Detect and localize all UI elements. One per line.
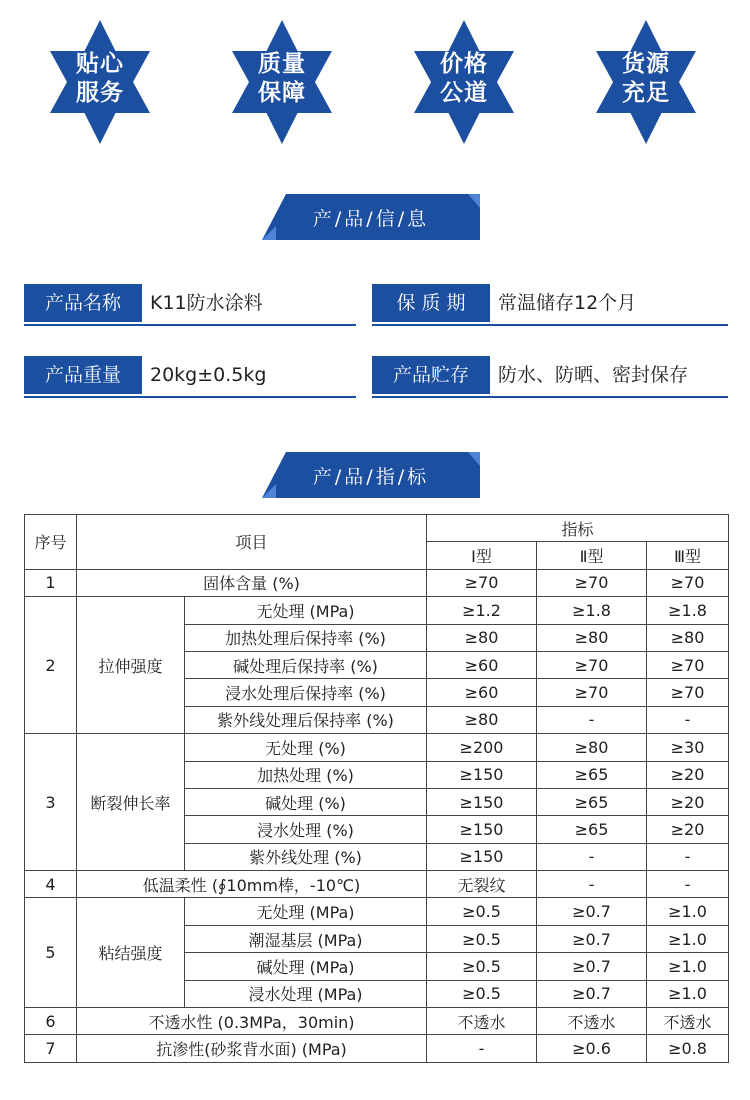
table-row	[25, 1035, 729, 1062]
header-type-1: Ⅰ型	[427, 542, 537, 569]
cell-subitem: 浸水处理后保持率 (%)	[185, 679, 427, 706]
cell-value: ≥0.7	[537, 925, 647, 952]
cell-value: ≥1.8	[647, 597, 729, 624]
cell-value: ≥60	[427, 651, 537, 678]
cell-value: -	[427, 1035, 537, 1062]
info-underline	[24, 396, 356, 398]
cell-item: 固体含量 (%)	[77, 569, 427, 596]
cell-value: ≥1.0	[647, 953, 729, 980]
cell-value: ≥150	[427, 816, 537, 843]
cell-value: -	[537, 843, 647, 870]
cell-value: ≥70	[647, 679, 729, 706]
badge-price	[404, 18, 524, 146]
header-no: 序号	[25, 515, 77, 570]
table-row	[25, 734, 729, 761]
header-item: 项目	[77, 515, 427, 570]
cell-value: -	[537, 706, 647, 733]
cell-value: ≥60	[427, 679, 537, 706]
cell-item: 抗渗性(砂浆背水面) (MPa)	[77, 1035, 427, 1062]
cell-no: 2	[25, 597, 77, 734]
cell-value: ≥65	[537, 816, 647, 843]
info-label: 产品重量	[24, 356, 142, 394]
cell-no: 7	[25, 1035, 77, 1062]
cell-item: 不透水性 (0.3MPa，30min)	[77, 1008, 427, 1035]
cell-value: 不透水	[427, 1008, 537, 1035]
cell-value: ≥70	[647, 569, 729, 596]
cell-value: ≥65	[537, 761, 647, 788]
cell-value: ≥1.2	[427, 597, 537, 624]
info-name	[24, 284, 356, 326]
cell-value: ≥80	[427, 624, 537, 651]
info-shelf-life	[372, 284, 728, 326]
cell-value: ≥0.6	[537, 1035, 647, 1062]
cell-value: ≥80	[537, 734, 647, 761]
header-index: 指标	[427, 515, 729, 542]
info-label: 产品贮存	[372, 356, 490, 394]
cell-subitem: 浸水处理 (MPa)	[185, 980, 427, 1007]
info-underline	[372, 396, 728, 398]
spec-table	[24, 514, 729, 1063]
info-value: 20kg±0.5kg	[150, 364, 267, 386]
info-label: 产品名称	[24, 284, 142, 322]
badge-text: 货源 充足	[622, 51, 670, 106]
cell-value: ≥0.7	[537, 980, 647, 1007]
badge-supply	[586, 18, 706, 146]
cell-subitem: 紫外线处理 (%)	[185, 843, 427, 870]
cell-value: ≥70	[537, 679, 647, 706]
cell-value: ≥0.7	[537, 898, 647, 925]
cell-value: ≥1.0	[647, 898, 729, 925]
cell-value: -	[647, 843, 729, 870]
cell-subitem: 加热处理后保持率 (%)	[185, 624, 427, 651]
cell-no: 4	[25, 871, 77, 898]
cell-value: ≥1.0	[647, 925, 729, 952]
info-label: 保 质 期	[372, 284, 490, 322]
cell-value: ≥70	[427, 569, 537, 596]
cell-value: ≥0.5	[427, 953, 537, 980]
table-row	[25, 871, 729, 898]
cell-subitem: 潮湿基层 (MPa)	[185, 925, 427, 952]
cell-value: ≥20	[647, 761, 729, 788]
info-value: 防水、防晒、密封保存	[498, 364, 689, 386]
badge-text: 质量 保障	[258, 51, 306, 106]
cell-subitem: 无处理 (%)	[185, 734, 427, 761]
cell-subitem: 碱处理 (MPa)	[185, 953, 427, 980]
cell-value: ≥0.5	[427, 980, 537, 1007]
header-type-2: Ⅱ型	[537, 542, 647, 569]
table-header-row	[25, 515, 729, 542]
cell-no: 1	[25, 569, 77, 596]
cell-no: 5	[25, 898, 77, 1008]
cell-subitem: 碱处理 (%)	[185, 788, 427, 815]
cell-item: 拉伸强度	[77, 597, 185, 734]
info-value: K11防水涂料	[150, 292, 263, 314]
cell-value: ≥80	[427, 706, 537, 733]
badge-service	[40, 18, 160, 146]
cell-no: 3	[25, 734, 77, 871]
cell-value: ≥0.8	[647, 1035, 729, 1062]
cell-value: ≥70	[537, 651, 647, 678]
cell-item: 断裂伸长率	[77, 734, 185, 871]
cell-value: ≥200	[427, 734, 537, 761]
cell-value: ≥80	[537, 624, 647, 651]
cell-value: -	[647, 706, 729, 733]
badge-text: 贴心 服务	[76, 51, 124, 106]
table-row	[25, 597, 729, 624]
cell-value: ≥1.0	[647, 980, 729, 1007]
cell-value: ≥80	[647, 624, 729, 651]
info-underline	[24, 324, 356, 326]
cell-value: ≥150	[427, 843, 537, 870]
cell-value: ≥30	[647, 734, 729, 761]
section-title-text: 产/品/信/息	[312, 208, 430, 230]
badge-quality	[222, 18, 342, 146]
cell-value: 不透水	[537, 1008, 647, 1035]
cell-value: ≥70	[537, 569, 647, 596]
badge-text: 价格 公道	[440, 51, 488, 106]
cell-value: ≥0.5	[427, 898, 537, 925]
info-value: 常温储存12个月	[498, 292, 637, 314]
info-weight	[24, 356, 356, 398]
header-type-3: Ⅲ型	[647, 542, 729, 569]
cell-value: ≥150	[427, 788, 537, 815]
section-title-text: 产/品/指/标	[312, 466, 430, 488]
cell-value: -	[537, 871, 647, 898]
table-row	[25, 1008, 729, 1035]
cell-value: ≥70	[647, 651, 729, 678]
cell-value: 不透水	[647, 1008, 729, 1035]
cell-value: ≥1.8	[537, 597, 647, 624]
cell-subitem: 无处理 (MPa)	[185, 597, 427, 624]
info-underline	[372, 324, 728, 326]
table-row	[25, 569, 729, 596]
cell-subitem: 浸水处理 (%)	[185, 816, 427, 843]
table-row	[25, 898, 729, 925]
cell-value: ≥20	[647, 788, 729, 815]
cell-item: 粘结强度	[77, 898, 185, 1008]
cell-no: 6	[25, 1008, 77, 1035]
section-title-spec	[262, 452, 480, 498]
cell-value: ≥0.7	[537, 953, 647, 980]
cell-subitem: 紫外线处理后保持率 (%)	[185, 706, 427, 733]
cell-subitem: 碱处理后保持率 (%)	[185, 651, 427, 678]
cell-value: ≥65	[537, 788, 647, 815]
cell-subitem: 加热处理 (%)	[185, 761, 427, 788]
cell-value: ≥150	[427, 761, 537, 788]
info-storage	[372, 356, 728, 398]
cell-value: ≥0.5	[427, 925, 537, 952]
cell-value: -	[647, 871, 729, 898]
cell-value: 无裂纹	[427, 871, 537, 898]
section-title-info	[262, 194, 480, 240]
cell-value: ≥20	[647, 816, 729, 843]
cell-item: 低温柔性 (∮10mm棒，-10℃)	[77, 871, 427, 898]
cell-subitem: 无处理 (MPa)	[185, 898, 427, 925]
